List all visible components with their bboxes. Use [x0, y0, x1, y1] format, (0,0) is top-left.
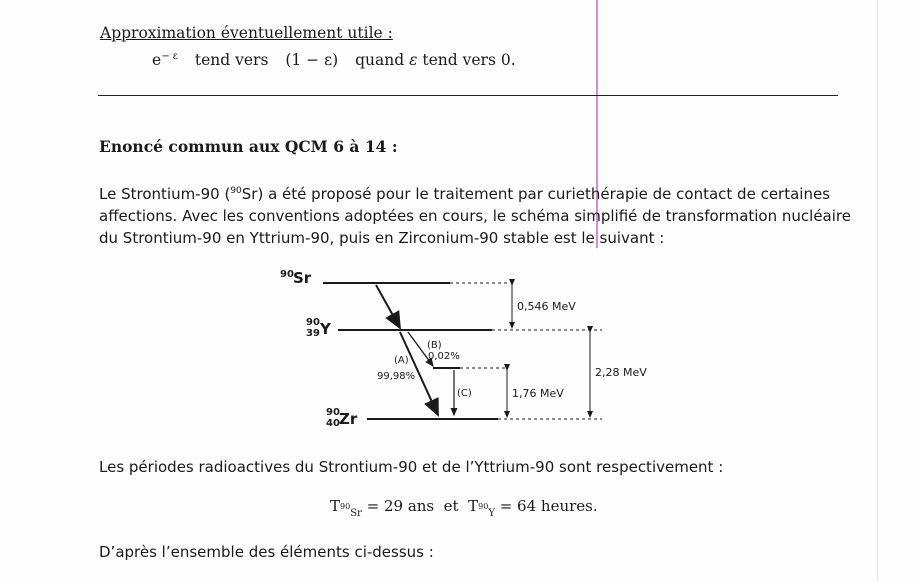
branch-c-label: (C) — [457, 388, 472, 399]
y-atomic-number: 39 — [306, 328, 320, 339]
intro-line-3: du Strontium-90 en Yttrium-90, puis en Zirconium-90 stable est le suivant : — [99, 229, 665, 247]
approximation-formula — [152, 51, 516, 69]
t-y-mass: 90 — [478, 502, 489, 511]
epsilon-symbol: ε — [409, 51, 418, 69]
tend-vers-1: tend vers — [194, 51, 269, 69]
zr-symbol: Zr — [339, 410, 358, 428]
t-sr-sub: Sr — [350, 508, 362, 519]
energy-total-label: 2,28 MeV — [595, 366, 647, 379]
y-symbol: Y — [320, 320, 331, 338]
tend-vers-2: tend vers 0. — [422, 51, 516, 69]
conclusion-line: D’après l’ensemble des éléments ci-dessus : — [99, 543, 434, 561]
intro-line-2: affections. Avec les conventions adoptées en cours, le schéma simplifié de transformation nucléaire — [99, 207, 851, 225]
section-heading: Enoncé commun aux QCM 6 à 14 : — [99, 137, 398, 156]
decay-scheme-diagram — [270, 258, 670, 438]
energy-sr-y-label: 0,546 MeV — [517, 300, 576, 313]
horizontal-divider — [98, 95, 838, 96]
zr-atomic-number: 40 — [326, 418, 340, 429]
quand-word: quand — [355, 51, 405, 69]
et-word: et — [443, 497, 459, 515]
sr-period-value: = 29 ans — [366, 497, 435, 515]
approx-rhs: (1 − ε) — [285, 51, 339, 69]
branch-b-percent: 0,02% — [428, 351, 460, 362]
t-y-sub: Y — [488, 508, 495, 519]
energy-gamma-label: 1,76 MeV — [512, 387, 564, 400]
sr-to-y-arrow — [376, 285, 400, 328]
periods-intro: Les périodes radioactives du Strontium-90 et de l’Yttrium-90 sont respectivement : — [99, 458, 724, 476]
t-y: T — [468, 497, 479, 515]
exp-power: − ε — [161, 51, 178, 62]
exp-base: e — [152, 51, 162, 69]
sr-mass-number: 90 — [280, 269, 294, 280]
y-period-value: = 64 heures. — [499, 497, 598, 515]
page-margin-line — [877, 0, 878, 582]
intro-line-1: Le Strontium-90 ($^{90}$Sr) a été proposé pour le traitement par curiethérapie de contact de certaines — [99, 185, 831, 203]
branch-a-label: (A) — [394, 355, 409, 366]
intro-paragraph — [99, 180, 851, 249]
approximation-title: Approximation éventuellement utile : — [100, 24, 393, 42]
t-sr: T — [330, 497, 341, 515]
branch-a-percent: 99,98% — [377, 371, 416, 382]
periods-formula — [330, 497, 598, 519]
y-mass-number: 90 — [306, 317, 320, 328]
sr-symbol: Sr — [293, 269, 312, 287]
branch-b-label: (B) — [427, 340, 442, 351]
t-sr-mass: 90 — [340, 502, 351, 511]
zr-mass-number: 90 — [326, 407, 340, 418]
